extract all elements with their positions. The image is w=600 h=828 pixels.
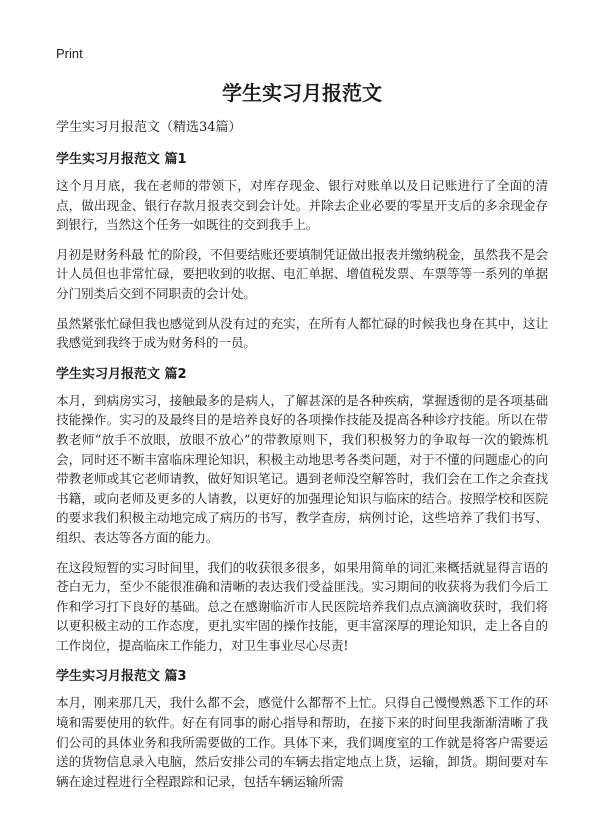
section-1: [56, 150, 548, 353]
section-heading: 学生实习月报范文 篇3: [56, 669, 187, 685]
section-heading: 学生实习月报范文 篇2: [56, 366, 187, 382]
paragraph: 本月，刚来那几天，我什么都不会，感觉什么都帮不上忙。只得自己慢慢熟悉下工作的环境和需要使用的软件。好在有同事的耐心指导和帮助，在接下来的时间里我渐渐清晰了我们公司的具体业务和我所需要做的工作。具体下来，我们调度室的工作就是将客户需要运送的货物信息录入电脑，然后安排公司的车辆去指定地点上货，运输，卸货。期间要对车辆在途过程进行全程跟踪和记录，包括车辆运输所需: [56, 695, 548, 789]
paragraph: 这个月月底，我在老师的带领下，对库存现金、银行对账单以及日记账进行了全面的清点，做出现金、银行存款月报表交到会计处。并除去企业必要的零星开支后的多余现金存到银行，当然这个任务一如既往的交到我手上。: [56, 178, 548, 233]
paragraph: 在这段短暂的实习时间里，我们的收获很多很多，如果用简单的词汇来概括就显得言语的苍白无力，至少不能很准确和清晰的表达我们受益匪浅。实习期间的收获将为我们今后工作和学习打下良好的基础。总之在感谢临沂市人民医院培养我们点点滴滴收获时，我们将以更积极主动的工作态度，更扎实牢固的操作技能，更丰富深厚的理论知识，走上各自的工作岗位，提高临床工作能力，对卫生事业尽心尽责!: [56, 559, 548, 653]
paragraph: 本月，到病房实习，接触最多的是病人，了解甚深的是各种疾病，掌握透彻的是各项基础技能操作。实习的及最终目的是培养良好的各项操作技能及提高各种诊疗技能。所以在带教老师“放手不放眼，放眼不放心”的带教原则下，我们积极努力的争取每一次的锻炼机会，同时还不断丰富临床理论知识，积极主动地思考各类问题，对于不懂的问题虚心的向带教老师或其它老师请教，做好知识笔记。遇到老师没空解答时，我们会在工作之余查找书籍，或向老师及更多的人请教，以更好的加强理论知识与临床的结合。按照学校和医院的要求我们积极主动地完成了病历的书写，教学查房，病例讨论，这些培养了我们书写、组织、表达等各方面的能力。: [56, 392, 548, 545]
section-3: [56, 667, 548, 791]
section-heading: 学生实习月报范文 篇1: [56, 152, 187, 167]
document-subtitle: 学生实习月报范文（精选34篇）: [56, 120, 242, 135]
paragraph: 虽然紧张忙碌但我也感觉到从没有过的充实，在所有人都忙碌的时候我也身在其中，这让我感觉到我终于成为财务科的一员。: [56, 315, 548, 351]
page-title: 学生实习月报范文: [222, 81, 382, 105]
print-link[interactable]: Print: [56, 46, 83, 61]
paragraph: 月初是财务科最 忙的阶段，不但要结账还要填制凭证做出报表并缴纳税金，虽然我不是会计人员但也非常忙碌，要把收到的收据、电汇单据、增值税发票、车票等等一系列的单据分门别类后交到不同职责的会计处。: [56, 246, 548, 301]
section-2: [56, 365, 548, 656]
